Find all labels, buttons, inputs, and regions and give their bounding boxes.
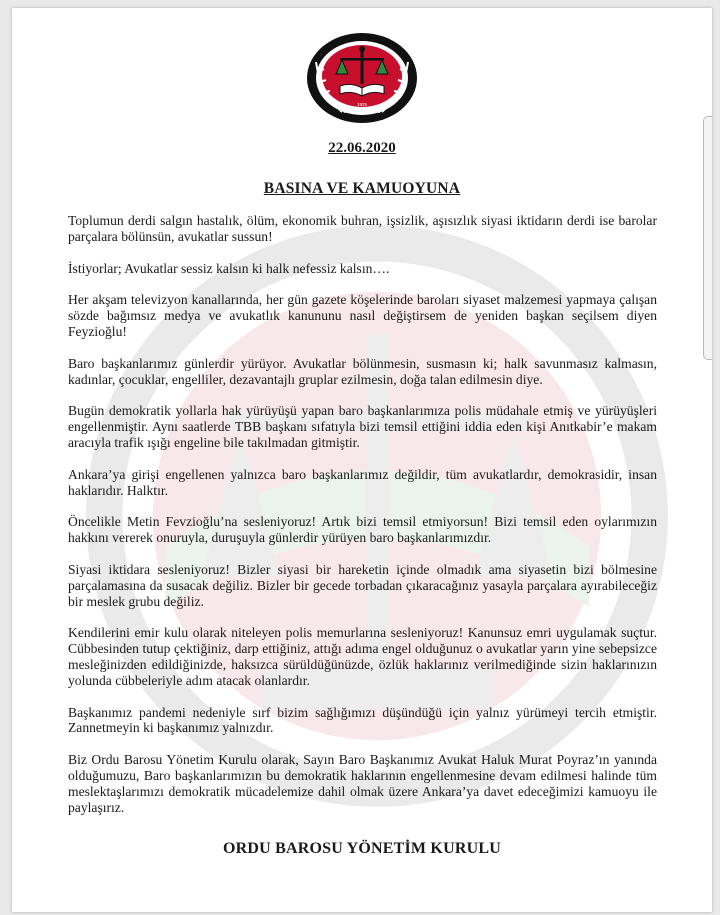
paragraph: Biz Ordu Barosu Yönetim Kurulu olarak, Sayın Baro Başkanımız Avukat Haluk Murat Poyraz’ın yanında olduğumuzu, Baro başkanlarımızın bu demokratik haklarının engellenmesine devam edilmesi halinde tüm meslektaşlarımızı demokratik mücadelemize dahil olmak üzere Ankara’ya davet edeceğimizi kamuoyu ile paylaşırız.: [68, 752, 657, 815]
logo-year: 1925: [356, 102, 368, 107]
signature-line: ORDU BAROSU YÖNETİM KURULU: [223, 840, 501, 857]
ordu-barosu-logo-icon: [306, 32, 418, 124]
paragraph: Öncelikle Metin Fevzioğlu’na sesleniyoruz! Artık bizi temsil etmiyorsun! Bizi temsil eden oylarımızın hakkını vererek onuruyla, duruşuyla günlerdir yürüyen baro başkanlarımızdır.: [68, 514, 657, 546]
document-heading: BASINA VE KAMUOYUNA: [263, 180, 461, 197]
paragraph: Başkanımız pandemi nedeniyle sırf bizim sağlığımızı düşündüğü için yalnız yürümeyi tercih etmiştir. Zannetmeyin ki başkanımız yalnızdır.: [68, 704, 657, 736]
paragraph: Her akşam televizyon kanallarında, her gün gazete köşelerinde baroları siyaset malzemesi yapmaya çalışan sözde bağımsız medya ve avukatlık kanununu nasıl değiştirsem de yeniden başkan seçilsem diyen Feyzioğlu!: [68, 292, 657, 339]
document-date: 22.06.2020: [328, 140, 396, 156]
paragraph: İstiyorlar; Avukatlar sessiz kalsın ki halk nefessiz kalsın….: [68, 260, 390, 276]
logo-text: ORDU BAROSU: [343, 109, 381, 115]
paragraph: Baro başkanlarımız günlerdir yürüyor. Avukatlar bölünmesin, susmasın ki; halk savunmasız kalmasın, kadınlar, çocuklar, engelliler, dezavantajlı gruplar ezilmesin, doğa talan edilmesin diye.: [68, 355, 657, 387]
paragraph: Ankara’ya girişi engellenen yalnızca baro başkanlarımız değildir, tüm avukatlardır, demokrasidir, insan haklarıdır. Halktır.: [68, 466, 657, 498]
paragraph: Bugün demokratik yollarla hak yürüyüşü yapan baro başkanlarımıza polis müdahale etmiş ve yürüyüşleri engellenmiştir. Aynı saatlerde TBB başkanı sıfatıyla bizi temsil ettiğini iddia eden kişi Anıtkabir’e makam aracıyla trafik ışığı engeline bile takılmadan gitmiştir.: [68, 403, 657, 450]
statement-body: [68, 213, 657, 831]
paragraph: Toplumun derdi salgın hastalık, ölüm, ekonomik buhran, işsizlik, aşısızlık siyasi iktidarın derdi ise barolar parçalara bölünsün, avukatlar sussun!: [68, 213, 657, 244]
paragraph: Kendilerini emir kulu olarak niteleyen polis memurlarına sesleniyoruz! Kanunsuz emri uygulamak suçtur. Cübbesinden tutup çektiğiniz, darp ettiğiniz, attığı adıma engel olduğunuz o avukatlar yarın yine sebepsizce mesleğinizden edildiğinizde, haksızca sürüldüğünüzde, özlük haklarınız verilmediğinde sizin haklarınızın yolunda cübbeleriyle adım atacak olanlardır.: [68, 625, 657, 688]
document-page: [12, 8, 712, 912]
paragraph: Siyasi iktidara sesleniyoruz! Bizler siyasi bir hareketin içinde olmadık ama siyasetin bizi bölmesine parçalamasına da susacak değiliz. Bizler bir gecede torbadan çıkaracağınız yasayla parçalara ayırabileceğiz bir meslek grubu değiliz.: [68, 561, 657, 609]
